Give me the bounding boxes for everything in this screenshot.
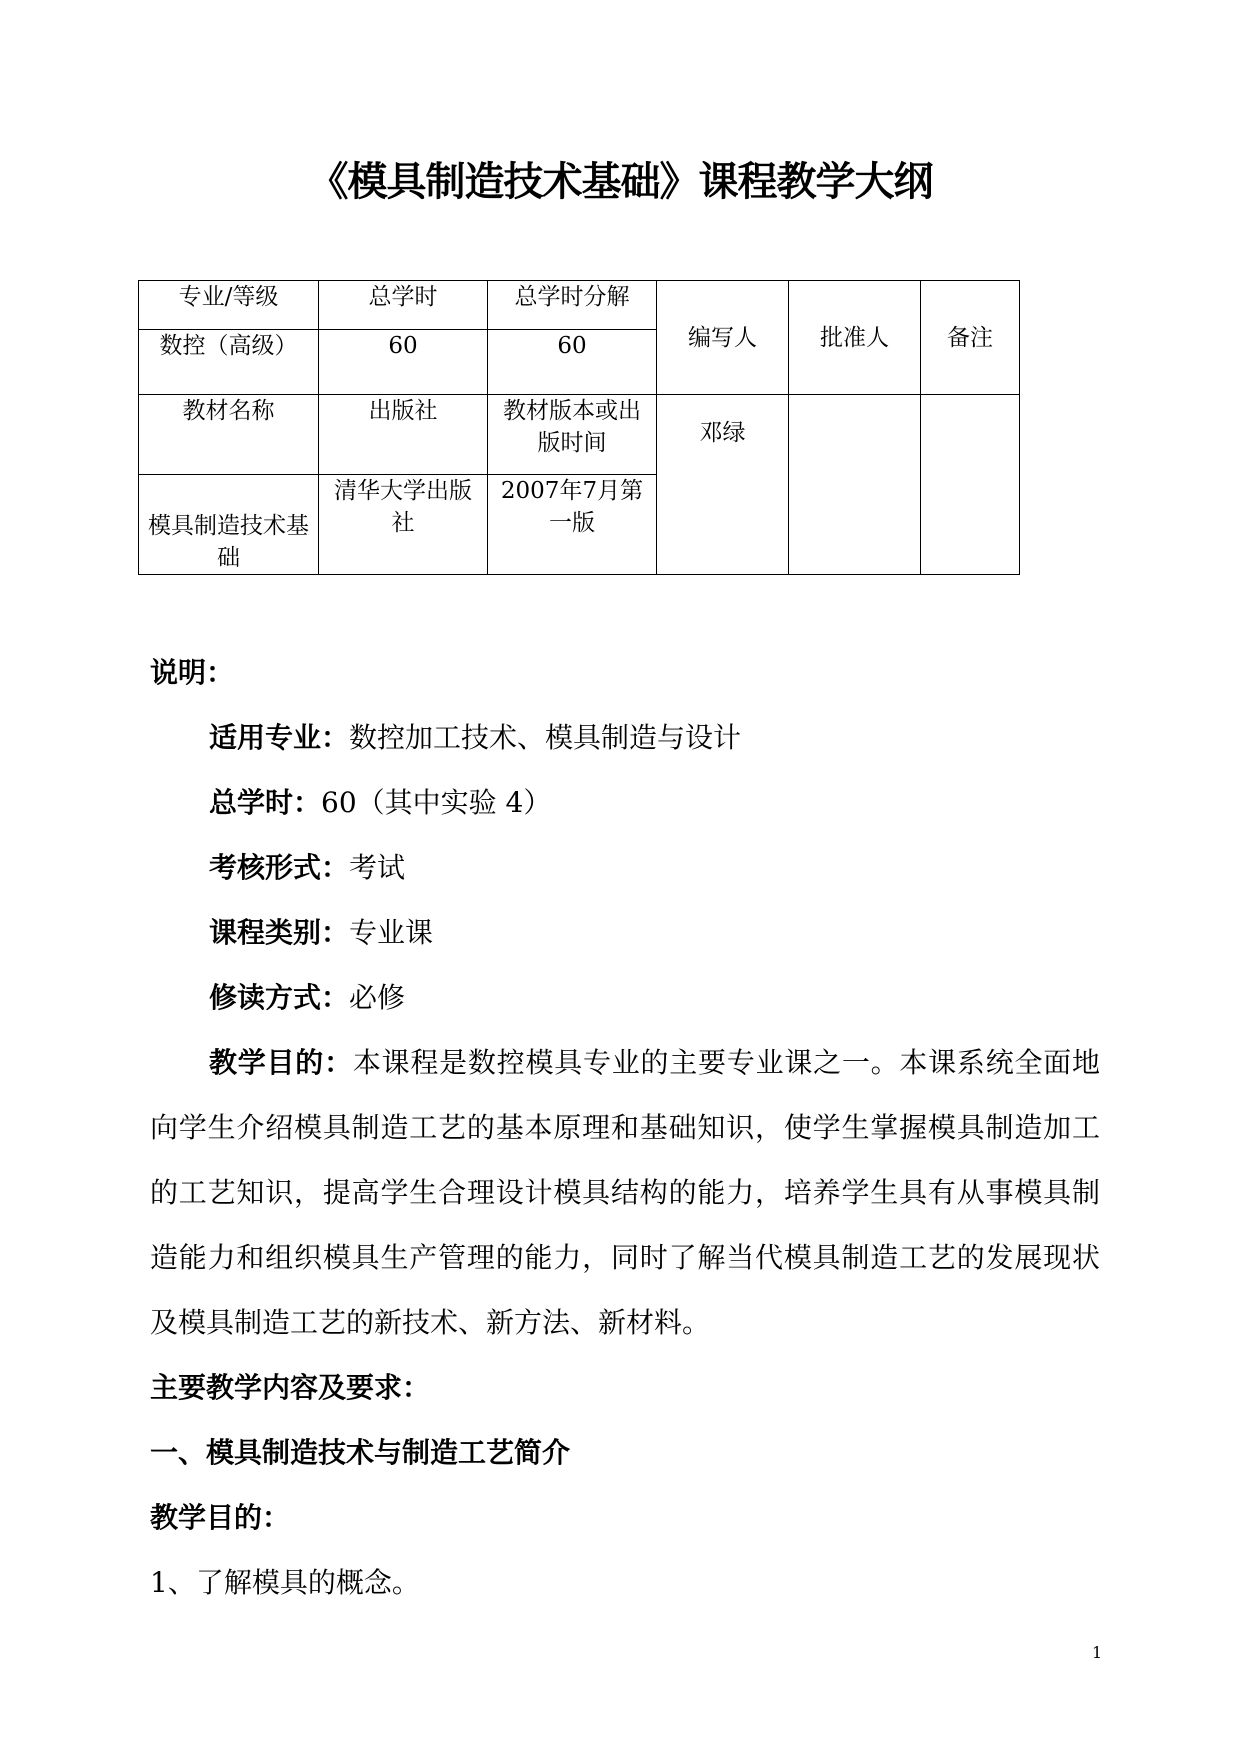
- exam-form-line: 考核形式：考试: [209, 851, 406, 884]
- textbook-header: 教材名称: [139, 395, 319, 475]
- note-heading: 说明：: [150, 656, 235, 689]
- major-level-value: 数控（高级）: [139, 330, 319, 395]
- author-header: 编写人: [657, 281, 789, 395]
- hours-breakdown-header: 总学时分解: [488, 281, 657, 330]
- study-mode-line: 修读方式：必修: [209, 981, 406, 1014]
- page-number: 1: [1092, 1643, 1103, 1662]
- author-value: 邓绿: [657, 395, 789, 575]
- edition-header: 教材版本或出版时间: [488, 395, 657, 475]
- chapter-1-heading: 一、模具制造技术与制造工艺简介: [150, 1436, 571, 1469]
- applicable-major-line: 适用专业：数控加工技术、模具制造与设计: [209, 721, 742, 754]
- list-item: 1、了解模具的概念。: [150, 1566, 420, 1599]
- major-level-header: 专业/等级: [139, 281, 319, 330]
- edition-value: 2007年7月第一版: [488, 475, 657, 575]
- total-hours-header: 总学时: [319, 281, 488, 330]
- teaching-purpose-paragraph: 教学目的：本课程是数控模具专业的主要专业课之一。本课系统全面地向学生介绍模具制造工艺的基本原理和基础知识，使学生掌握模具制造加工的工艺知识，提高学生合理设计模具结构的能力，培养学生具有从事模具制造能力和组织模具生产管理的能力，同时了解当代模具制造工艺的发展现状及模具制造工艺的新技术、新方法、新材料。: [150, 1046, 1100, 1339]
- publisher-value: 清华大学出版社: [319, 475, 488, 575]
- course-info-table: [138, 280, 1020, 575]
- remarks-header: 备注: [921, 281, 1020, 395]
- chapter-1-purpose-heading: 教学目的：: [150, 1501, 291, 1534]
- remarks-value: [921, 395, 1020, 575]
- publisher-header: 出版社: [319, 395, 488, 475]
- approver-header: 批准人: [789, 281, 921, 395]
- document-title: 《模具制造技术基础》课程教学大纲: [308, 159, 933, 205]
- textbook-value: 模具制造技术基础: [139, 475, 319, 575]
- document-body: [150, 640, 1100, 1615]
- course-category-line: 课程类别：专业课: [209, 916, 434, 949]
- total-hours-line: 总学时：60（其中实验 4）: [209, 786, 552, 819]
- approver-value: [789, 395, 921, 575]
- hours-breakdown-value: 60: [488, 330, 657, 395]
- main-content-heading: 主要教学内容及要求：: [150, 1371, 431, 1404]
- total-hours-value: 60: [319, 330, 488, 395]
